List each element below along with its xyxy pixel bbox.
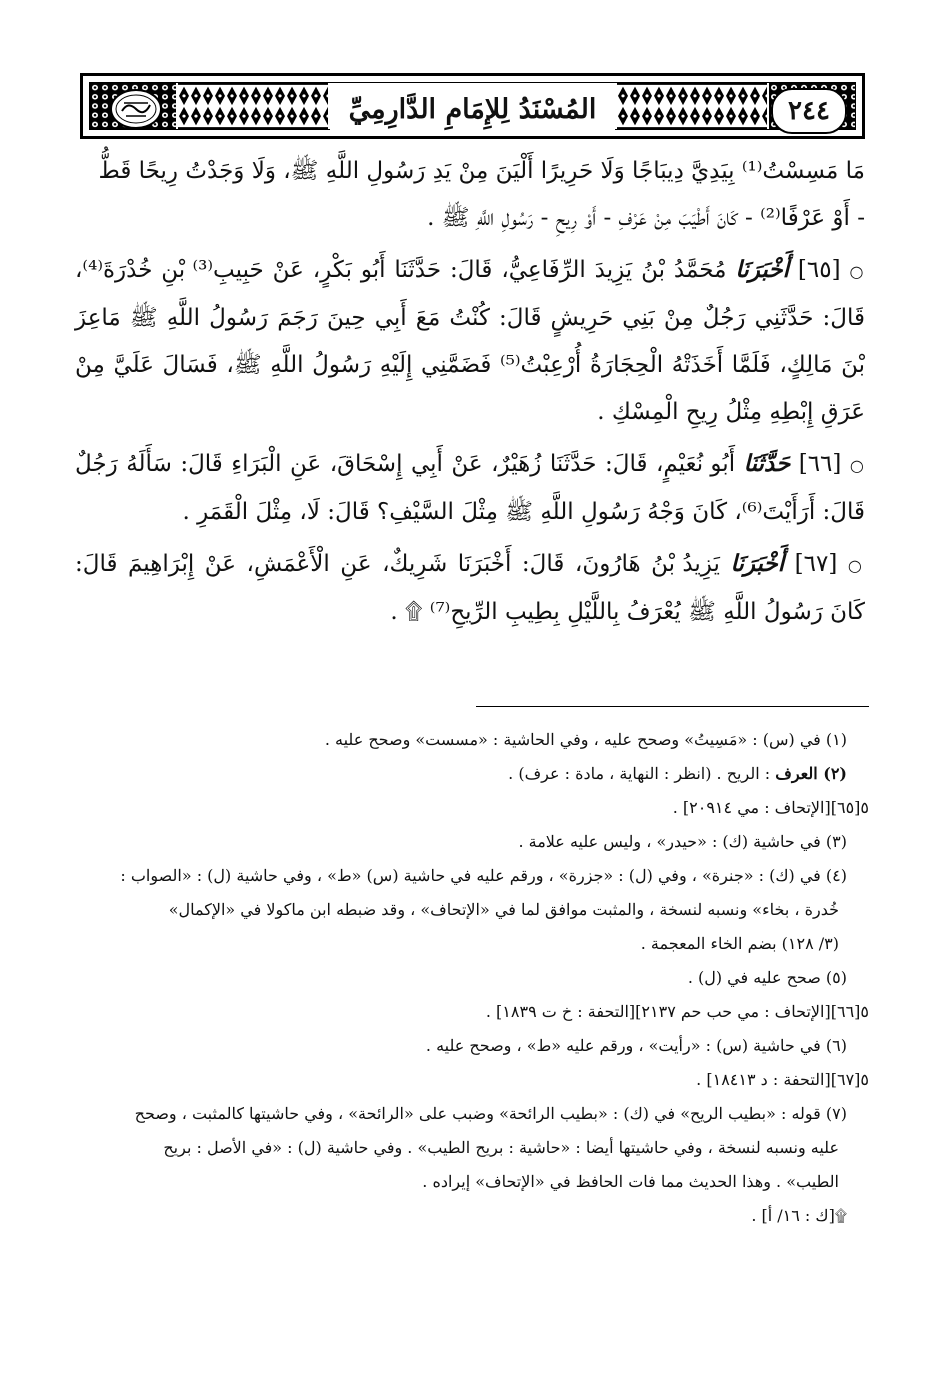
hadith-text: مُحَمَّدُ بْنُ يَزِيدَ الرِّفَاعِيُّ، قَالَ: حَدَّثَنَا أَبُو بَكْرٍ، عَنْ حَبِيبِ⁽³⁾ بْنِ خُدْرَةَ⁽⁴⁾، قَالَ: حَدَّثَنِي رَجُلٌ مِنْ بَنِي حَرِيشٍ قَالَ: كُنْتُ مَعَ أَبِي حِينَ رَجَمَ رَسُولُ اللَّهِ ﷺ مَاعِزَ بْنَ مَالِكٍ، فَلَمَّا أَخَذَتْهُ الْحِجَارَةُ أُرْعِبْتُ⁽⁵⁾ فَضَمَّنِي إِلَيْهِ رَسُولُ اللَّهِ ﷺ، فَسَالَ عَلَيَّ مِنْ عَرَقِ إِبْطِهِ مِثْلُ رِيحِ الْمِسْكِ . <box>75 257 865 425</box>
ornament-band-right-icon <box>617 83 767 129</box>
text-line-2: - أَوْ عَرْفًا⁽²⁾ - كَانَ أَطْيَبَ مِنْ عَرْفِ - أَوْ رِيحِ - رَسُولِ اللَّهِ ﷺ . <box>427 205 865 231</box>
hadith-65 <box>75 246 865 436</box>
folio-note: ۩[ك : ١٦/ أ] . <box>751 1206 847 1225</box>
footnote-2-text: : الريح . (انظر : النهاية ، مادة : عرف) . <box>508 764 771 783</box>
hadith-number: [٦٥] <box>797 257 841 283</box>
footnote-4-line-1: (٤) في (ك) : «جنرة» ، وفي (ل) : «جزرة» ، ورقم عليه في حاشية (س) «ط» ، وفي حاشية (ل) : «الصواب : <box>120 866 847 885</box>
footnote-divider <box>476 706 869 707</box>
footnote-4-line-2: خُدرة ، بخاء» ونسبه لنسخة ، والمثبت موافق لما في «الإتحاف» ، وقد ضبطه ابن ماكولا في «الإكمال» <box>168 900 839 919</box>
reference-66: ٥[٦٦][الإتحاف : مي حب حم ٢١٣٧][التحفة : خ ت ١٨٣٩] . <box>485 1002 869 1021</box>
seal-logo-icon <box>110 89 162 129</box>
running-header <box>80 73 865 139</box>
transmission-verb: أَخْبَرَنَا <box>735 256 789 283</box>
main-text <box>75 148 865 640</box>
footnote-6: (٦) في حاشية (س) : «رأيت» ، ورقم عليه «ط» ، وصحح عليه . <box>425 1036 847 1055</box>
footnotes <box>80 723 869 1233</box>
text-line-1: مَا مَسِسْتُ⁽¹⁾ بِيَدِيَّ دِيبَاجًا وَلَا حَرِيرًا أَلْيَنَ مِنْ يَدِ رَسُولِ اللَّهِ ﷺ، وَلَا وَجَدْتُ رِيحًا قَطُّ <box>98 158 865 184</box>
reference-67: ٥[٦٧][التحفة : د ١٨٤١٣] . <box>696 1070 869 1089</box>
reference-65: ٥[٦٥][الإتحاف : مي ٢٠٩١٤] . <box>672 798 869 817</box>
footnote-5: (٥) صحح عليه في (ل) . <box>687 968 847 987</box>
running-title: المُسْنَدُ لِلإِمَامِ الدَّارِمِيِّ <box>330 87 615 131</box>
hadith-marker-icon: ○ <box>849 456 866 475</box>
transmission-verb: حَدَّثَنَا <box>743 450 791 477</box>
footnote-1: (١) في (س) : «مَسِيتُ» وصحح عليه ، وفي الحاشية : «مسست» وصحح عليه . <box>324 730 847 749</box>
header-frame <box>89 82 856 130</box>
hadith-marker-icon: ○ <box>849 262 866 281</box>
continuation-line <box>75 148 865 242</box>
hadith-66 <box>75 440 865 536</box>
transmission-verb: أَخْبَرَنَا <box>730 550 785 577</box>
hadith-marker-icon: ○ <box>847 556 866 575</box>
hadith-number: [٦٧] <box>794 551 838 577</box>
hadith-text: أَبُو نُعَيْمٍ، قَالَ: حَدَّثَنَا زُهَيْرٌ، عَنْ أَبِي إِسْحَاقَ، عَنِ الْبَرَاءِ قَالَ: سَأَلَهُ رَجُلٌ قَالَ: أَرَأَيْتَ⁽⁶⁾، كَانَ وَجْهُ رَسُولِ اللَّهِ ﷺ مِثْلَ السَّيْفِ؟ قَالَ: لَا، مِثْلَ الْقَمَرِ . <box>75 451 865 525</box>
footnote-2-term: (٢) العرف <box>775 764 847 783</box>
footnote-7-line-1: (٧) قوله : «بطيب الريح» في (ك) : «بطيب الرائحة» وضبب على «الرائحة» ، وفي حاشيتها كالمثبت ، وصحح <box>134 1104 847 1123</box>
hadith-text: يَزِيدُ بْنُ هَارُونَ، قَالَ: أَخْبَرَنَا شَرِيكٌ، عَنِ الْأَعْمَشِ، عَنْ إِبْرَاهِيمَ قَالَ: كَانَ رَسُولُ اللَّهِ ﷺ يُعْرَفُ بِاللَّيْلِ بِطِيبِ الرِّيحِ⁽⁷⁾ ۩ . <box>75 551 865 625</box>
footnote-7-line-3: الطيب» . وهذا الحديث مما فات الحافظ في «الإتحاف» إيراده . <box>422 1172 839 1191</box>
ornament-band-left-icon <box>178 83 328 129</box>
hadith-number: [٦٦] <box>798 451 842 477</box>
footnote-4-line-3: (٣/ ١٢٨) بضم الخاء المعجمة . <box>640 934 839 953</box>
footnote-7-line-2: عليه ونسبه لنسخة ، وفي حاشيتها أيضا : «حاشية : بريح الطيب» . وفي حاشية (ل) : «في الأصل : بريح <box>163 1138 839 1157</box>
footnote-2 <box>80 757 869 791</box>
footnote-3: (٣) في حاشية (ك) : «حيدر» ، وليس عليه علامة . <box>518 832 847 851</box>
hadith-67 <box>75 540 865 636</box>
page-number: ٢٤٤ <box>771 88 847 134</box>
